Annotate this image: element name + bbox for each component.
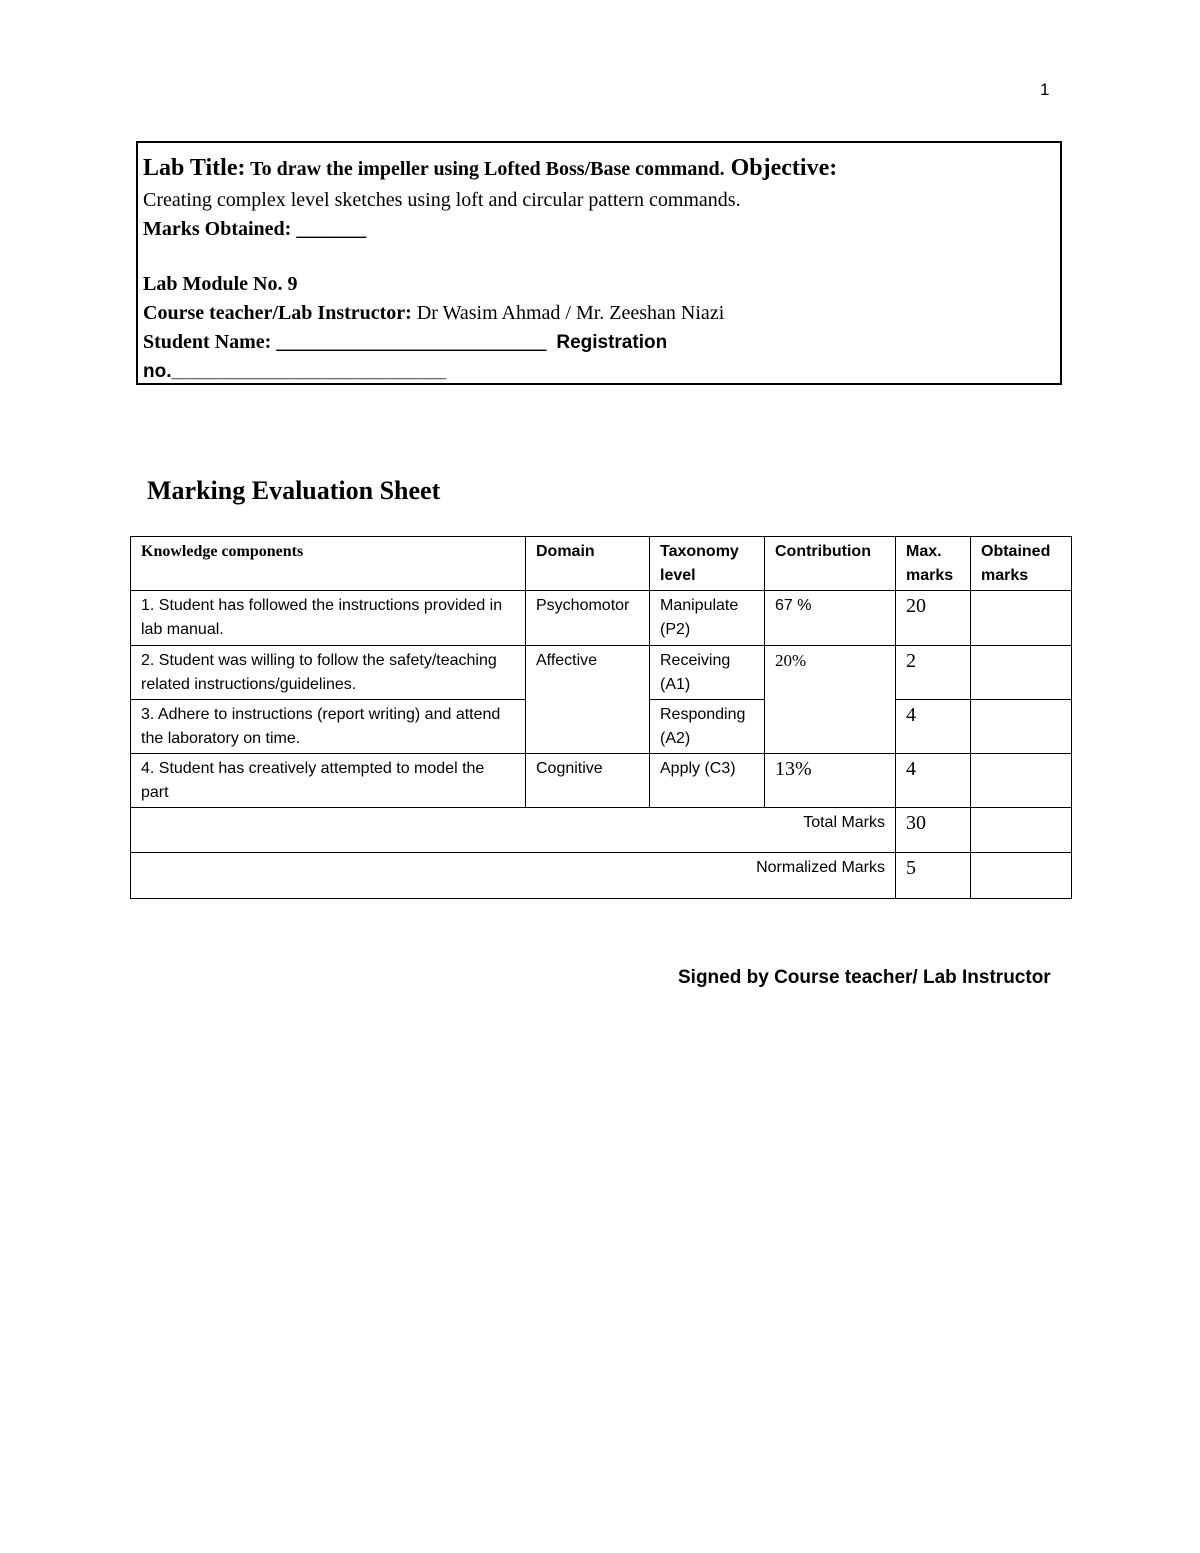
- total-value: 30: [896, 808, 971, 853]
- normalized-value: 5: [896, 853, 971, 899]
- objective-label: Objective:: [724, 155, 838, 181]
- row-domain: Cognitive: [526, 754, 650, 808]
- page-number: 1: [1040, 80, 1050, 99]
- lab-title-line: [143, 151, 1055, 186]
- table-row: [131, 754, 1072, 808]
- row-obtained-marks[interactable]: [971, 646, 1072, 700]
- student-name-field: Student Name: ___________________________: [143, 331, 547, 353]
- header-knowledge: Knowledge components: [131, 537, 526, 591]
- row-max-marks: 2: [896, 646, 971, 700]
- evaluation-table: [130, 536, 1072, 899]
- marks-obtained: Marks Obtained: _______: [143, 218, 367, 240]
- header-max: Max. marks: [896, 537, 971, 591]
- teacher-line: [143, 299, 1055, 328]
- row-taxonomy: Apply (C3): [650, 754, 765, 808]
- student-line: [143, 328, 1055, 357]
- row-obtained-marks[interactable]: [971, 754, 1072, 808]
- normalized-obtained[interactable]: [971, 853, 1072, 899]
- table-header-row: [131, 537, 1072, 591]
- lab-info-box: [136, 141, 1062, 385]
- row-taxonomy: Responding (A2): [650, 700, 765, 754]
- lab-title-value: To draw the impeller using Lofted Boss/Base command.: [245, 158, 725, 180]
- total-row: [131, 808, 1072, 853]
- row-component: 3. Adhere to instructions (report writing) and attend the laboratory on time.: [131, 700, 526, 754]
- normalized-row: [131, 853, 1072, 899]
- total-label: Total Marks: [131, 808, 896, 853]
- lab-title-label: Lab Title:: [143, 155, 246, 181]
- row-component: 2. Student was willing to follow the safety/teaching related instructions/guidelines.: [131, 646, 526, 700]
- header-obtained: Obtained marks: [971, 537, 1072, 591]
- registration-no-field: no.__________________________: [143, 361, 447, 382]
- row-component: 4. Student has creatively attempted to model the part: [131, 754, 526, 808]
- row-taxonomy: Manipulate (P2): [650, 591, 765, 646]
- row-obtained-marks[interactable]: [971, 591, 1072, 646]
- teacher-value: Dr Wasim Ahmad / Mr. Zeeshan Niazi: [411, 302, 725, 324]
- normalized-label: Normalized Marks: [131, 853, 896, 899]
- header-taxonomy: Taxonomy level: [650, 537, 765, 591]
- row-obtained-marks[interactable]: [971, 700, 1072, 754]
- table-row: [131, 591, 1072, 646]
- teacher-label: Course teacher/Lab Instructor:: [143, 302, 412, 324]
- row-domain: Psychomotor: [526, 591, 650, 646]
- row-contribution: 20%: [765, 646, 896, 754]
- total-obtained[interactable]: [971, 808, 1072, 853]
- row-domain: Affective: [526, 646, 650, 754]
- row-max-marks: 20: [896, 591, 971, 646]
- row-contribution: 67 %: [765, 591, 896, 646]
- table-row: [131, 646, 1072, 700]
- objective-text: Creating complex level sketches using loft and circular pattern commands.: [143, 189, 741, 211]
- row-max-marks: 4: [896, 700, 971, 754]
- registration-label: Registration: [556, 332, 668, 353]
- header-contribution: Contribution: [765, 537, 896, 591]
- row-component: 1. Student has followed the instructions provided in lab manual.: [131, 591, 526, 646]
- sheet-title: Marking Evaluation Sheet: [147, 476, 441, 505]
- signature-line: Signed by Course teacher/ Lab Instructor: [678, 967, 1051, 988]
- row-max-marks: 4: [896, 754, 971, 808]
- lab-module: Lab Module No. 9: [143, 273, 298, 295]
- row-contribution: 13%: [765, 754, 896, 808]
- row-taxonomy: Receiving (A1): [650, 646, 765, 700]
- header-domain: Domain: [526, 537, 650, 591]
